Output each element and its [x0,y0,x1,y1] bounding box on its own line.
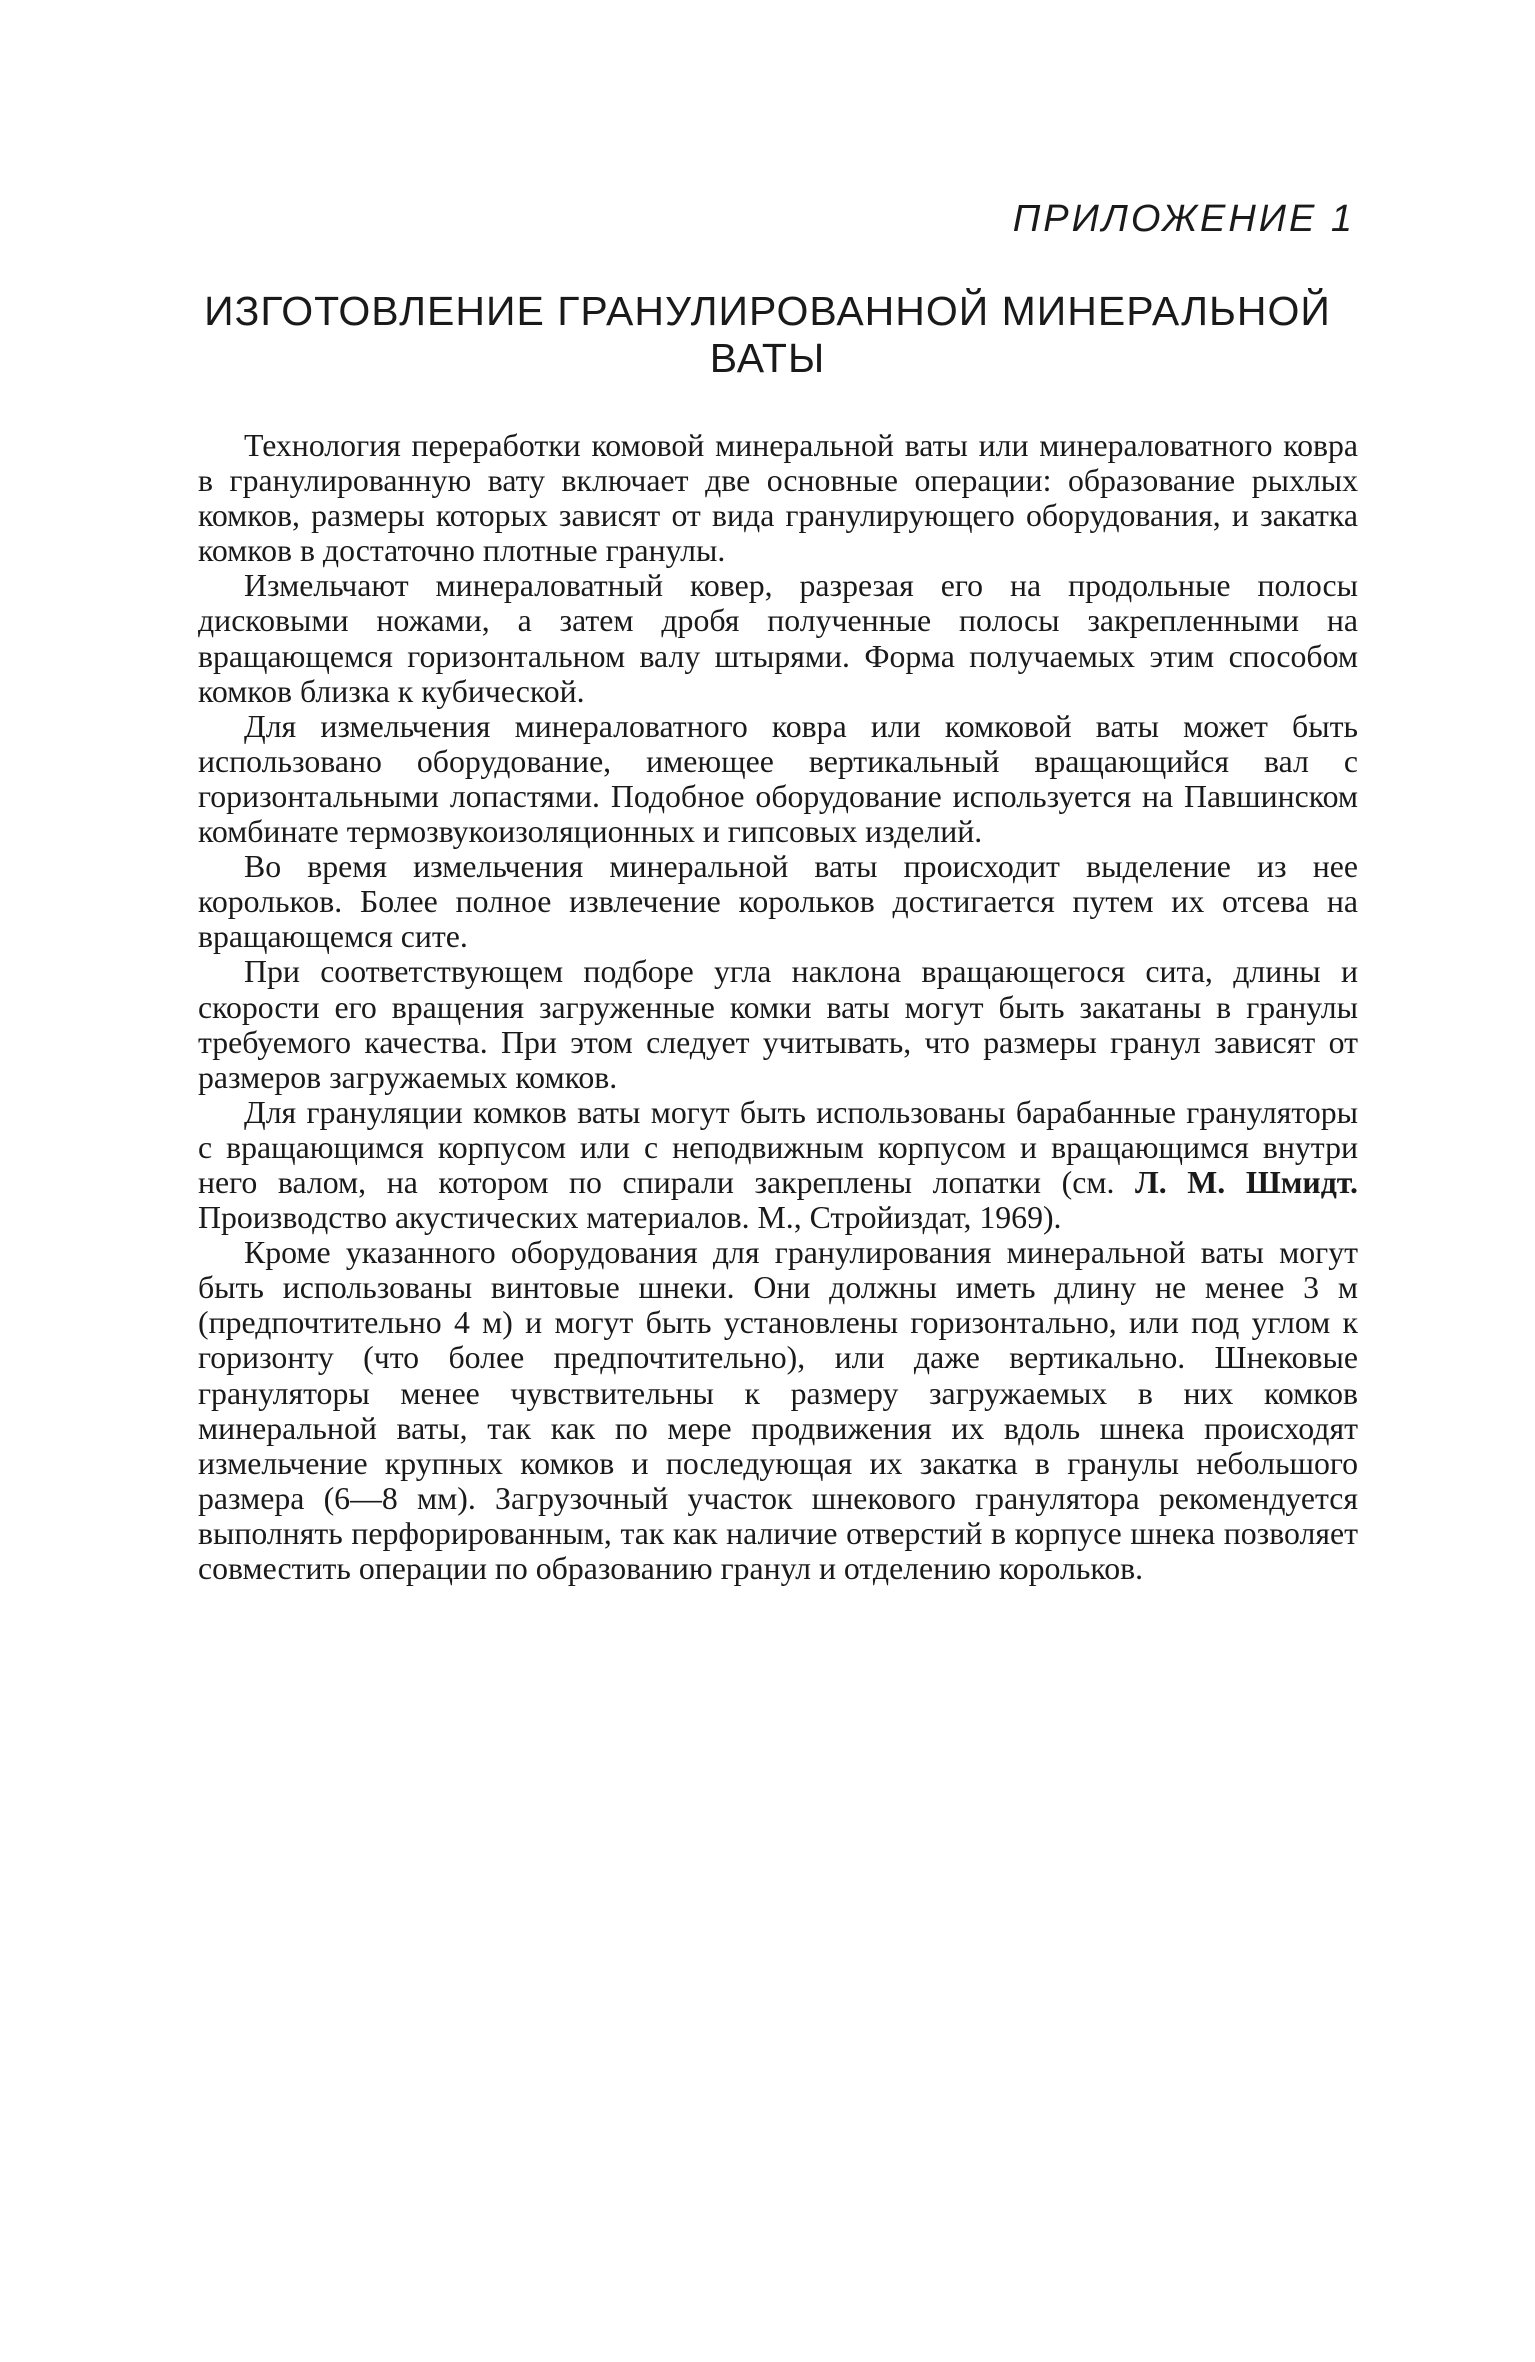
appendix-label: ПРИЛОЖЕНИЕ 1 [1012,198,1355,240]
paragraph: Для измельчения минераловатного ковра или комковой ваты может быть использовано оборудование, имеющее вертикальный вращающийся вал с горизонтальными лопастями. Подобное оборудование используется на Павшинском комбинате термозвукоизоляционных и гипсовых изделий. [198,708,1358,850]
reference-text-after: Производство акустических материалов. М., Стройиздат, 1969). [198,1200,1062,1236]
body-text [198,428,1358,1586]
reference-text-before: Для грануляции комков ваты могут быть использованы барабанные грануляторы с вращающимся корпусом или с неподвижным корпусом и вращающимся внутри него валом, на котором по спирали закреплены лопатки (см. [198,1094,1358,1200]
paragraph-with-reference [198,1095,1358,1235]
paragraph: Технология переработки комовой минеральной ваты или минераловатного ковра в гранулированную вату включает две основные операции: образование рыхлых комков, размеры которых зависят от вида гранулирующего оборудования, и закатка комков в достаточно плотные гранулы. [198,428,1358,569]
paragraph: Кроме указанного оборудования для гранулирования минеральной ваты могут быть использованы винтовые шнеки. Они должны иметь длину не менее 3 м (предпочтительно 4 м) и могут быть установлены горизонтально, или под углом к горизонту (что более предпочтительно), или даже вертикально. Шнековые грануляторы менее чувствительны к размеру загружаемых в них комков минеральной ваты, так как по мере продвижения их вдоль шнека происходят измельчение крупных комков и последующая их закатка в гранулы небольшого размера (6—8 мм). Загрузочный участок шнекового гранулятора рекомендуется выполнять перфорированным, так как наличие отверстий в корпусе шнека позволяет совместить операции по образованию гранул и отделению корольков. [198,1235,1358,1586]
paragraph: Во время измельчения минеральной ваты происходит выделение из нее корольков. Более полное извлечение корольков достигается путем их отсева на вращающемся сите. [198,849,1358,955]
reference-author: Л. М. Шмидт. [1135,1164,1358,1200]
paragraph: При соответствующем подборе угла наклона вращающегося сита, длины и скорости его вращения загруженные комки ваты могут быть закатаны в гранулы требуемого качества. При этом следует учитывать, что размеры гранул зависят от размеров загружаемых комков. [198,954,1358,1095]
paragraph: Измельчают минераловатный ковер, разрезая его на продольные полосы дисковыми ножами, а затем дробя полученные полосы закрепленными на вращающемся горизонтальном валу штырями. Форма получаемых этим способом комков близка к кубической. [198,568,1358,709]
chapter-title: ИЗГОТОВЛЕНИЕ ГРАНУЛИРОВАННОЙ МИНЕРАЛЬНОЙ ВАТЫ [204,288,1331,381]
